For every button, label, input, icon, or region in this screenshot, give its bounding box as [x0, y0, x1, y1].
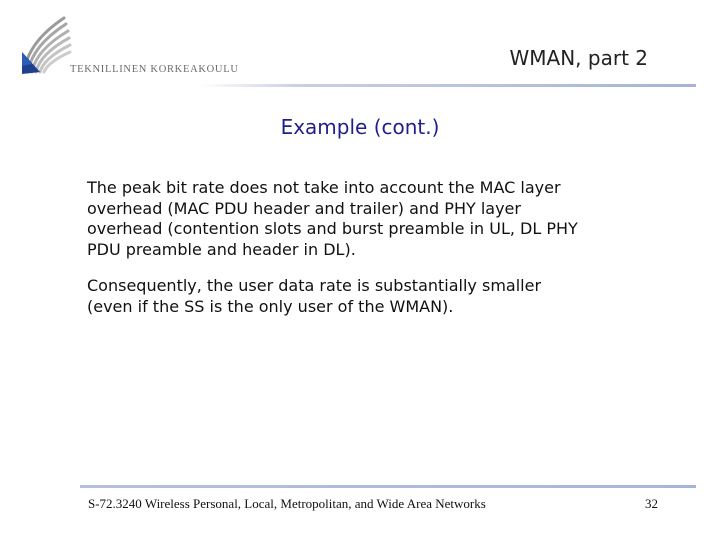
page-number: 32 [645, 496, 658, 511]
footer-divider [80, 485, 696, 488]
slide-title: Example (cont.) [280, 115, 440, 139]
footer-course-name: S-72.3240 Wireless Personal, Local, Metropolitan, and Wide Area Networks [88, 496, 486, 511]
header-title: WMAN, part 2 [509, 46, 648, 70]
body-paragraph: Consequently, the user data rate is substantially smaller (even if the SS is the only user of the WMAN). [87, 276, 542, 316]
logo-text: TEKNILLINEN KORKEAKOULU [70, 64, 239, 75]
header-divider [200, 84, 696, 87]
logo-arcs-icon [18, 12, 74, 78]
body-paragraph: The peak bit rate does not take into account the MAC layer overhead (MAC PDU header and trailer) and PHY layer overhead (contention slots and burst preamble in UL, DL PHY PDU preamble and header in DL). [87, 178, 578, 259]
university-logo [18, 12, 239, 82]
